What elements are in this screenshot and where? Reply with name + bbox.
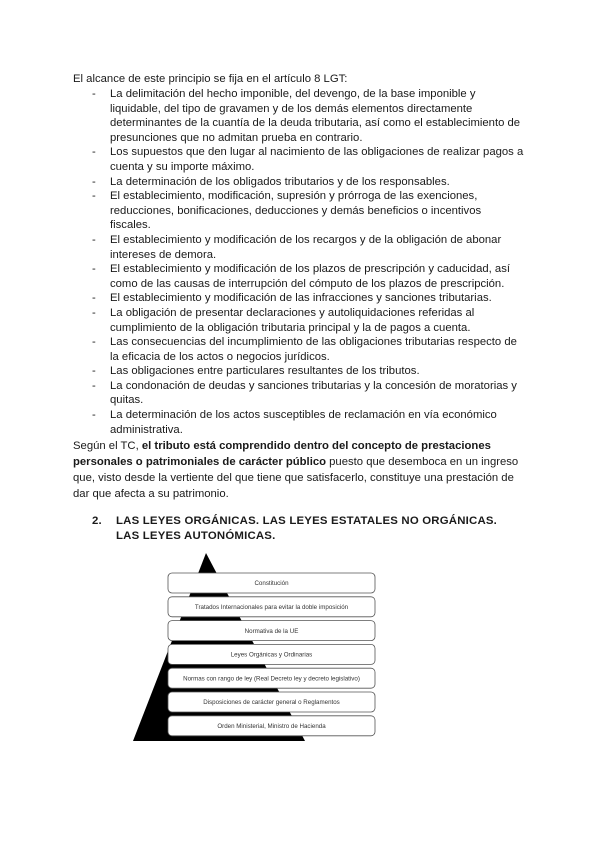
legal-hierarchy-pyramid bbox=[133, 548, 393, 748]
list-item: - La determinación de los obligados tributarios y de los responsables. bbox=[92, 175, 524, 190]
pyramid-level-label: Orden Ministerial, Ministro de Hacienda bbox=[217, 723, 326, 730]
pyramid-level-label: Normativa de la UE bbox=[244, 627, 299, 635]
pyramid-level bbox=[168, 621, 375, 641]
list-item: - El establecimiento, modificación, supresión y prórroga de las exenciones, reducciones, bonificaciones, deducciones y demás beneficios o incentivos fiscales. bbox=[92, 189, 524, 233]
list-item: - El establecimiento y modificación de los recargos y de la obligación de abonar intereses de demora. bbox=[92, 233, 524, 262]
pyramid-level bbox=[168, 692, 375, 712]
scope-list bbox=[92, 87, 524, 437]
list-item: - El establecimiento y modificación de los plazos de prescripción y caducidad, así como de las causas de interrupción del cómputo de los plazos de prescripción. bbox=[92, 262, 524, 291]
intro-text: El alcance de este principio se fija en el artículo 8 LGT: bbox=[73, 73, 348, 85]
pyramid-level-label: Normas con rango de ley (Real Decreto ley y decreto legislativo) bbox=[183, 675, 360, 683]
list-item: - Las consecuencias del incumplimiento de las obligaciones tributarias respecto de la eficacia de los actos o negocios jurídicos. bbox=[92, 335, 524, 364]
pyramid-level bbox=[168, 644, 375, 664]
list-item: - La determinación de los actos susceptibles de reclamación en vía económico administrativa. bbox=[92, 408, 524, 437]
list-item: - Los supuestos que den lugar al nacimiento de las obligaciones de realizar pagos a cuenta y su importe máximo. bbox=[92, 145, 524, 174]
section-heading bbox=[92, 514, 512, 544]
list-item: - El establecimiento y modificación de las infracciones y sanciones tributarias. bbox=[92, 291, 524, 306]
list-item: - La condonación de deudas y sanciones tributarias y la concesión de moratorias y quitas. bbox=[92, 379, 524, 408]
tc-paragraph bbox=[73, 438, 528, 502]
list-item: - La obligación de presentar declaraciones y autoliquidaciones referidas al cumplimiento de la obligación tributaria principal y la de pagos a cuenta. bbox=[92, 306, 524, 335]
pyramid-level bbox=[168, 597, 375, 617]
pyramid-level-label: Disposiciones de carácter general o Reglamentos bbox=[203, 699, 340, 707]
pyramid-level bbox=[168, 573, 375, 593]
pyramid-level-label: Constitución bbox=[254, 580, 289, 588]
section-number: 2. bbox=[92, 515, 102, 527]
pyramid-level bbox=[168, 716, 375, 736]
paragraph-bold-text: el tributo está comprendido dentro del concepto de prestaciones personales o patrimoniales de carácter público bbox=[73, 440, 491, 468]
pyramid-svg bbox=[133, 548, 393, 748]
paragraph-text-start: Según el TC, bbox=[73, 440, 142, 452]
list-item: - La delimitación del hecho imponible, del devengo, de la base imponible y liquidable, del tipo de gravamen y de los demás elementos directamente determinantes de la cuantía de la deuda tributaria, así como el establecimiento de presunciones que no admitan prueba en contrario. bbox=[92, 87, 524, 145]
section-title: LAS LEYES ORGÁNICAS. LAS LEYES ESTATALES NO ORGÁNICAS. LAS LEYES AUTONÓMICAS. bbox=[116, 515, 498, 542]
pyramid-level-label: Tratados Internacionales para evitar la doble imposición bbox=[194, 604, 349, 611]
paragraph-text-end: puesto que desemboca en un ingreso que, visto desde la vertiente del que tiene que satisfacerlo, constituye una prestación de dar que afecta a su patrimonio. bbox=[73, 456, 519, 500]
pyramid-level bbox=[168, 668, 375, 688]
list-item: - Las obligaciones entre particulares resultantes de los tributos. bbox=[92, 364, 524, 379]
pyramid-level-label: Leyes Orgánicas y Ordinarias bbox=[230, 651, 313, 659]
